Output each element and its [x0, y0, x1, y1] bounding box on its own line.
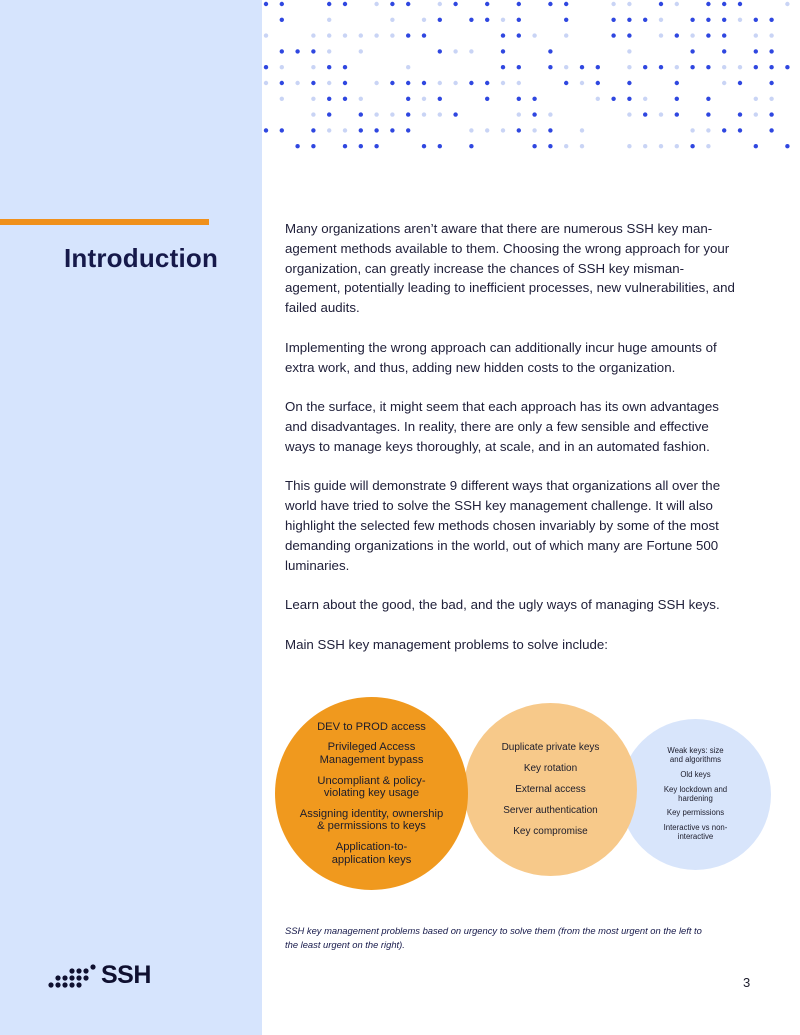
pattern-dot [390, 112, 394, 116]
pattern-dot [390, 18, 394, 22]
dot-pattern-decoration [262, 0, 800, 160]
problem-item: Application-to-application keys [331, 840, 412, 866]
pattern-dot [611, 33, 615, 37]
pattern-dot [738, 2, 742, 6]
pattern-dot [769, 128, 773, 132]
pattern-dot [311, 97, 315, 101]
pattern-dot [580, 128, 584, 132]
page-number: 3 [743, 975, 751, 990]
pattern-dot [517, 97, 521, 101]
pattern-dot [675, 2, 679, 6]
pattern-dot [374, 81, 378, 85]
pattern-dot [374, 144, 378, 148]
pattern-dot [532, 112, 536, 116]
pattern-dot [311, 33, 315, 37]
pattern-dot [264, 81, 268, 85]
pattern-dot [280, 128, 284, 132]
pattern-dot [422, 97, 426, 101]
pattern-dot [690, 128, 694, 132]
urgency-diagram [270, 690, 780, 920]
pattern-dot [706, 144, 710, 148]
pattern-dot [343, 97, 347, 101]
pattern-dot [327, 112, 331, 116]
problem-item: Uncompliant & policy-violating key usage [317, 774, 426, 800]
pattern-dot [390, 2, 394, 6]
pattern-dot [264, 33, 268, 37]
pattern-dot [438, 81, 442, 85]
pattern-dot [738, 65, 742, 69]
pattern-dot [690, 33, 694, 37]
pattern-dot [659, 65, 663, 69]
pattern-dot [643, 144, 647, 148]
paragraph: On the surface, it might seem that each approach has its own advantages and disadvantages. In reality, there are only a few sensible and effective ways to manage keys thoroughly, at scale, and in an automated fashion. [285, 399, 719, 454]
pattern-dot [675, 97, 679, 101]
pattern-dot [327, 18, 331, 22]
pattern-dot [627, 112, 631, 116]
pattern-dot [343, 144, 347, 148]
pattern-dot [564, 65, 568, 69]
paragraph: Implementing the wrong approach can additionally incur huge amounts of extra work, and thus, adding new hidden costs to the organization. [285, 339, 717, 375]
pattern-dot [785, 65, 789, 69]
pattern-dot [327, 128, 331, 132]
pattern-dot [280, 18, 284, 22]
pattern-dot [532, 33, 536, 37]
pattern-dot [453, 112, 457, 116]
pattern-dot [706, 2, 710, 6]
pattern-dot [643, 112, 647, 116]
pattern-dot [327, 49, 331, 53]
pattern-dot [611, 2, 615, 6]
pattern-dot [311, 65, 315, 69]
pattern-dot [769, 18, 773, 22]
pattern-dot [295, 81, 299, 85]
pattern-dot [532, 128, 536, 132]
pattern-dot [422, 81, 426, 85]
section-title: Introduction [64, 243, 219, 273]
problem-item: Key compromise [513, 825, 588, 837]
pattern-dot [675, 33, 679, 37]
problem-item: Key lockdown and hardening [663, 784, 728, 803]
pattern-dot [706, 97, 710, 101]
pattern-dot [754, 97, 758, 101]
pattern-dot [643, 97, 647, 101]
pattern-dot [374, 128, 378, 132]
pattern-dot [564, 144, 568, 148]
pattern-dot [406, 97, 410, 101]
pattern-dot [722, 128, 726, 132]
pattern-dot [343, 65, 347, 69]
pattern-dot [327, 2, 331, 6]
ssh-logo-mark-icon [47, 963, 97, 989]
pattern-dot [580, 81, 584, 85]
pattern-dot [469, 128, 473, 132]
pattern-dot [406, 2, 410, 6]
problem-item: Interactive vs non-interactive [663, 823, 728, 841]
pattern-dot [722, 2, 726, 6]
pattern-dot [564, 2, 568, 6]
pattern-dot [327, 33, 331, 37]
pattern-dot [627, 33, 631, 37]
pattern-dot [690, 144, 694, 148]
pattern-dot [280, 2, 284, 6]
pattern-dot [264, 2, 268, 6]
problem-item: Duplicate private keys [501, 741, 600, 753]
pattern-dot [453, 2, 457, 6]
pattern-dot [675, 81, 679, 85]
pattern-dot [264, 65, 268, 69]
pattern-dot [406, 33, 410, 37]
pattern-dot [438, 2, 442, 6]
problem-item: Old keys [680, 769, 711, 779]
pattern-dot [327, 81, 331, 85]
pattern-dot [469, 49, 473, 53]
most-urgent-circle [275, 697, 468, 890]
pattern-dot [280, 81, 284, 85]
pattern-dot [675, 144, 679, 148]
pattern-dot [738, 81, 742, 85]
pattern-dot [453, 49, 457, 53]
paragraph: Learn about the good, the bad, and the ugly ways of managing SSH keys. [285, 597, 720, 613]
pattern-dot [722, 81, 726, 85]
pattern-dot [469, 144, 473, 148]
pattern-dot [769, 49, 773, 53]
pattern-dot [659, 18, 663, 22]
pattern-dot [390, 81, 394, 85]
pattern-dot [422, 18, 426, 22]
pattern-dot [627, 2, 631, 6]
pattern-dot [280, 97, 284, 101]
pattern-dot [659, 2, 663, 6]
pattern-dot [295, 49, 299, 53]
pattern-dot [596, 97, 600, 101]
ssh-logo [47, 961, 151, 990]
pattern-dot [501, 65, 505, 69]
pattern-dot [343, 2, 347, 6]
problem-item: Server authentication [503, 804, 598, 816]
pattern-dot [438, 112, 442, 116]
pattern-dot [517, 33, 521, 37]
pattern-dot [548, 49, 552, 53]
pattern-dot [327, 97, 331, 101]
pattern-dot [690, 65, 694, 69]
pattern-dot [438, 144, 442, 148]
paragraph: Many organizations aren’t aware that there are numerous SSH key man-agement methods available to them. Choosing the wrong approach for your organization, can greatly increase the chances of SSH key misman-agement, potentially leading to inefficient processes, new vulnerabilities, and failed audits. [285, 221, 735, 316]
pattern-dot [311, 144, 315, 148]
pattern-dot [485, 2, 489, 6]
pattern-dot [627, 49, 631, 53]
pattern-dot [343, 128, 347, 132]
pattern-dot [754, 49, 758, 53]
pattern-dot [359, 97, 363, 101]
pattern-dot [406, 128, 410, 132]
pattern-dot [485, 81, 489, 85]
pattern-dot [722, 18, 726, 22]
pattern-dot [706, 18, 710, 22]
pattern-dot [738, 128, 742, 132]
pattern-dot [754, 33, 758, 37]
pattern-dot [785, 2, 789, 6]
problem-item: Key permissions [666, 808, 725, 818]
pattern-dot [501, 128, 505, 132]
pattern-dot [738, 112, 742, 116]
pattern-dot [564, 18, 568, 22]
pattern-dot [532, 97, 536, 101]
pattern-dot [659, 112, 663, 116]
pattern-dot [469, 18, 473, 22]
pattern-dot [390, 128, 394, 132]
pattern-dot [754, 144, 758, 148]
pattern-dot [785, 144, 789, 148]
sidebar-panel [0, 0, 262, 1035]
pattern-dot [374, 2, 378, 6]
pattern-dot [659, 33, 663, 37]
pattern-dot [532, 144, 536, 148]
problem-item: Assigning identity, ownership & permissions to keys [299, 807, 444, 833]
pattern-dot [438, 18, 442, 22]
pattern-dot [517, 2, 521, 6]
pattern-dot [548, 144, 552, 148]
pattern-dot [690, 18, 694, 22]
pattern-dot [501, 81, 505, 85]
pattern-dot [627, 18, 631, 22]
pattern-dot [469, 81, 473, 85]
pattern-dot [390, 33, 394, 37]
pattern-dot [706, 65, 710, 69]
pattern-dot [359, 128, 363, 132]
pattern-dot [517, 112, 521, 116]
pattern-dot [706, 33, 710, 37]
pattern-dot [295, 144, 299, 148]
pattern-dot [501, 49, 505, 53]
pattern-dot [453, 81, 457, 85]
pattern-dot [769, 33, 773, 37]
pattern-dot [422, 144, 426, 148]
pattern-dot [280, 49, 284, 53]
problem-item: Key rotation [523, 762, 578, 774]
pattern-dot [643, 18, 647, 22]
pattern-dot [406, 112, 410, 116]
pattern-dot [564, 33, 568, 37]
accent-bar [0, 219, 209, 225]
pattern-dot [738, 18, 742, 22]
pattern-dot [359, 112, 363, 116]
pattern-dot [611, 97, 615, 101]
pattern-dot [675, 65, 679, 69]
body-text [285, 219, 735, 674]
pattern-dot [548, 65, 552, 69]
figure-caption: SSH key management problems based on urgency to solve them (from the most urgent on the left to the least urgent on the right). [285, 925, 702, 950]
pattern-dot [517, 18, 521, 22]
pattern-dot [485, 128, 489, 132]
pattern-dot [627, 81, 631, 85]
pattern-dot [548, 128, 552, 132]
pattern-dot [754, 18, 758, 22]
pattern-dot [343, 33, 347, 37]
least-urgent-circle [620, 719, 771, 870]
pattern-dot [643, 65, 647, 69]
problem-item: External access [515, 783, 586, 795]
pattern-dot [359, 144, 363, 148]
pattern-dot [627, 65, 631, 69]
problem-item: Privileged Access Management bypass [319, 741, 424, 767]
pattern-dot [722, 49, 726, 53]
pattern-dot [596, 81, 600, 85]
pattern-dot [422, 33, 426, 37]
pattern-dot [517, 81, 521, 85]
pattern-dot [706, 112, 710, 116]
pattern-dot [374, 33, 378, 37]
pattern-dot [327, 65, 331, 69]
pattern-dot [359, 33, 363, 37]
pattern-dot [675, 112, 679, 116]
pattern-dot [769, 65, 773, 69]
pattern-dot [548, 2, 552, 6]
pattern-dot [374, 112, 378, 116]
pattern-dot [343, 81, 347, 85]
pattern-dot [690, 49, 694, 53]
paragraph: Main SSH key management problems to solve include: [285, 636, 608, 652]
pattern-dot [422, 112, 426, 116]
pattern-dot [485, 18, 489, 22]
pattern-dot [517, 128, 521, 132]
pattern-dot [611, 18, 615, 22]
pattern-dot [769, 97, 773, 101]
pattern-dot [501, 33, 505, 37]
pattern-dot [564, 81, 568, 85]
pattern-dot [722, 65, 726, 69]
pattern-dot [769, 81, 773, 85]
logo-text: SSH [101, 961, 151, 989]
pattern-dot [627, 97, 631, 101]
pattern-dot [596, 65, 600, 69]
pattern-dot [754, 65, 758, 69]
pattern-dot [438, 97, 442, 101]
pattern-dot [548, 112, 552, 116]
pattern-dot [311, 49, 315, 53]
pattern-dot [406, 81, 410, 85]
paragraph: This guide will demonstrate 9 different ways that organizations all over the world have tried to solve the SSH key management challenge. It will also highlight the selected few methods chosen invariably by some of the most demanding organizations in the world, out of which many are Fortune 500 luminaries. [285, 478, 721, 573]
pattern-dot [359, 49, 363, 53]
pattern-dot [627, 144, 631, 148]
pattern-dot [659, 144, 663, 148]
pattern-dot [517, 65, 521, 69]
pattern-dot [311, 81, 315, 85]
pattern-dot [485, 97, 489, 101]
pattern-dot [754, 112, 758, 116]
medium-urgent-circle [464, 703, 637, 876]
pattern-dot [311, 112, 315, 116]
pattern-dot [311, 128, 315, 132]
pattern-dot [280, 65, 284, 69]
pattern-dot [722, 33, 726, 37]
pattern-dot [580, 144, 584, 148]
pattern-dot [438, 49, 442, 53]
pattern-dot [406, 65, 410, 69]
problem-item: DEV to PROD access [317, 720, 426, 733]
problem-item: Weak keys: size and algorithms [667, 746, 724, 765]
pattern-dot [769, 112, 773, 116]
pattern-dot [580, 65, 584, 69]
pattern-dot [264, 128, 268, 132]
pattern-dot [706, 128, 710, 132]
pattern-dot [501, 18, 505, 22]
